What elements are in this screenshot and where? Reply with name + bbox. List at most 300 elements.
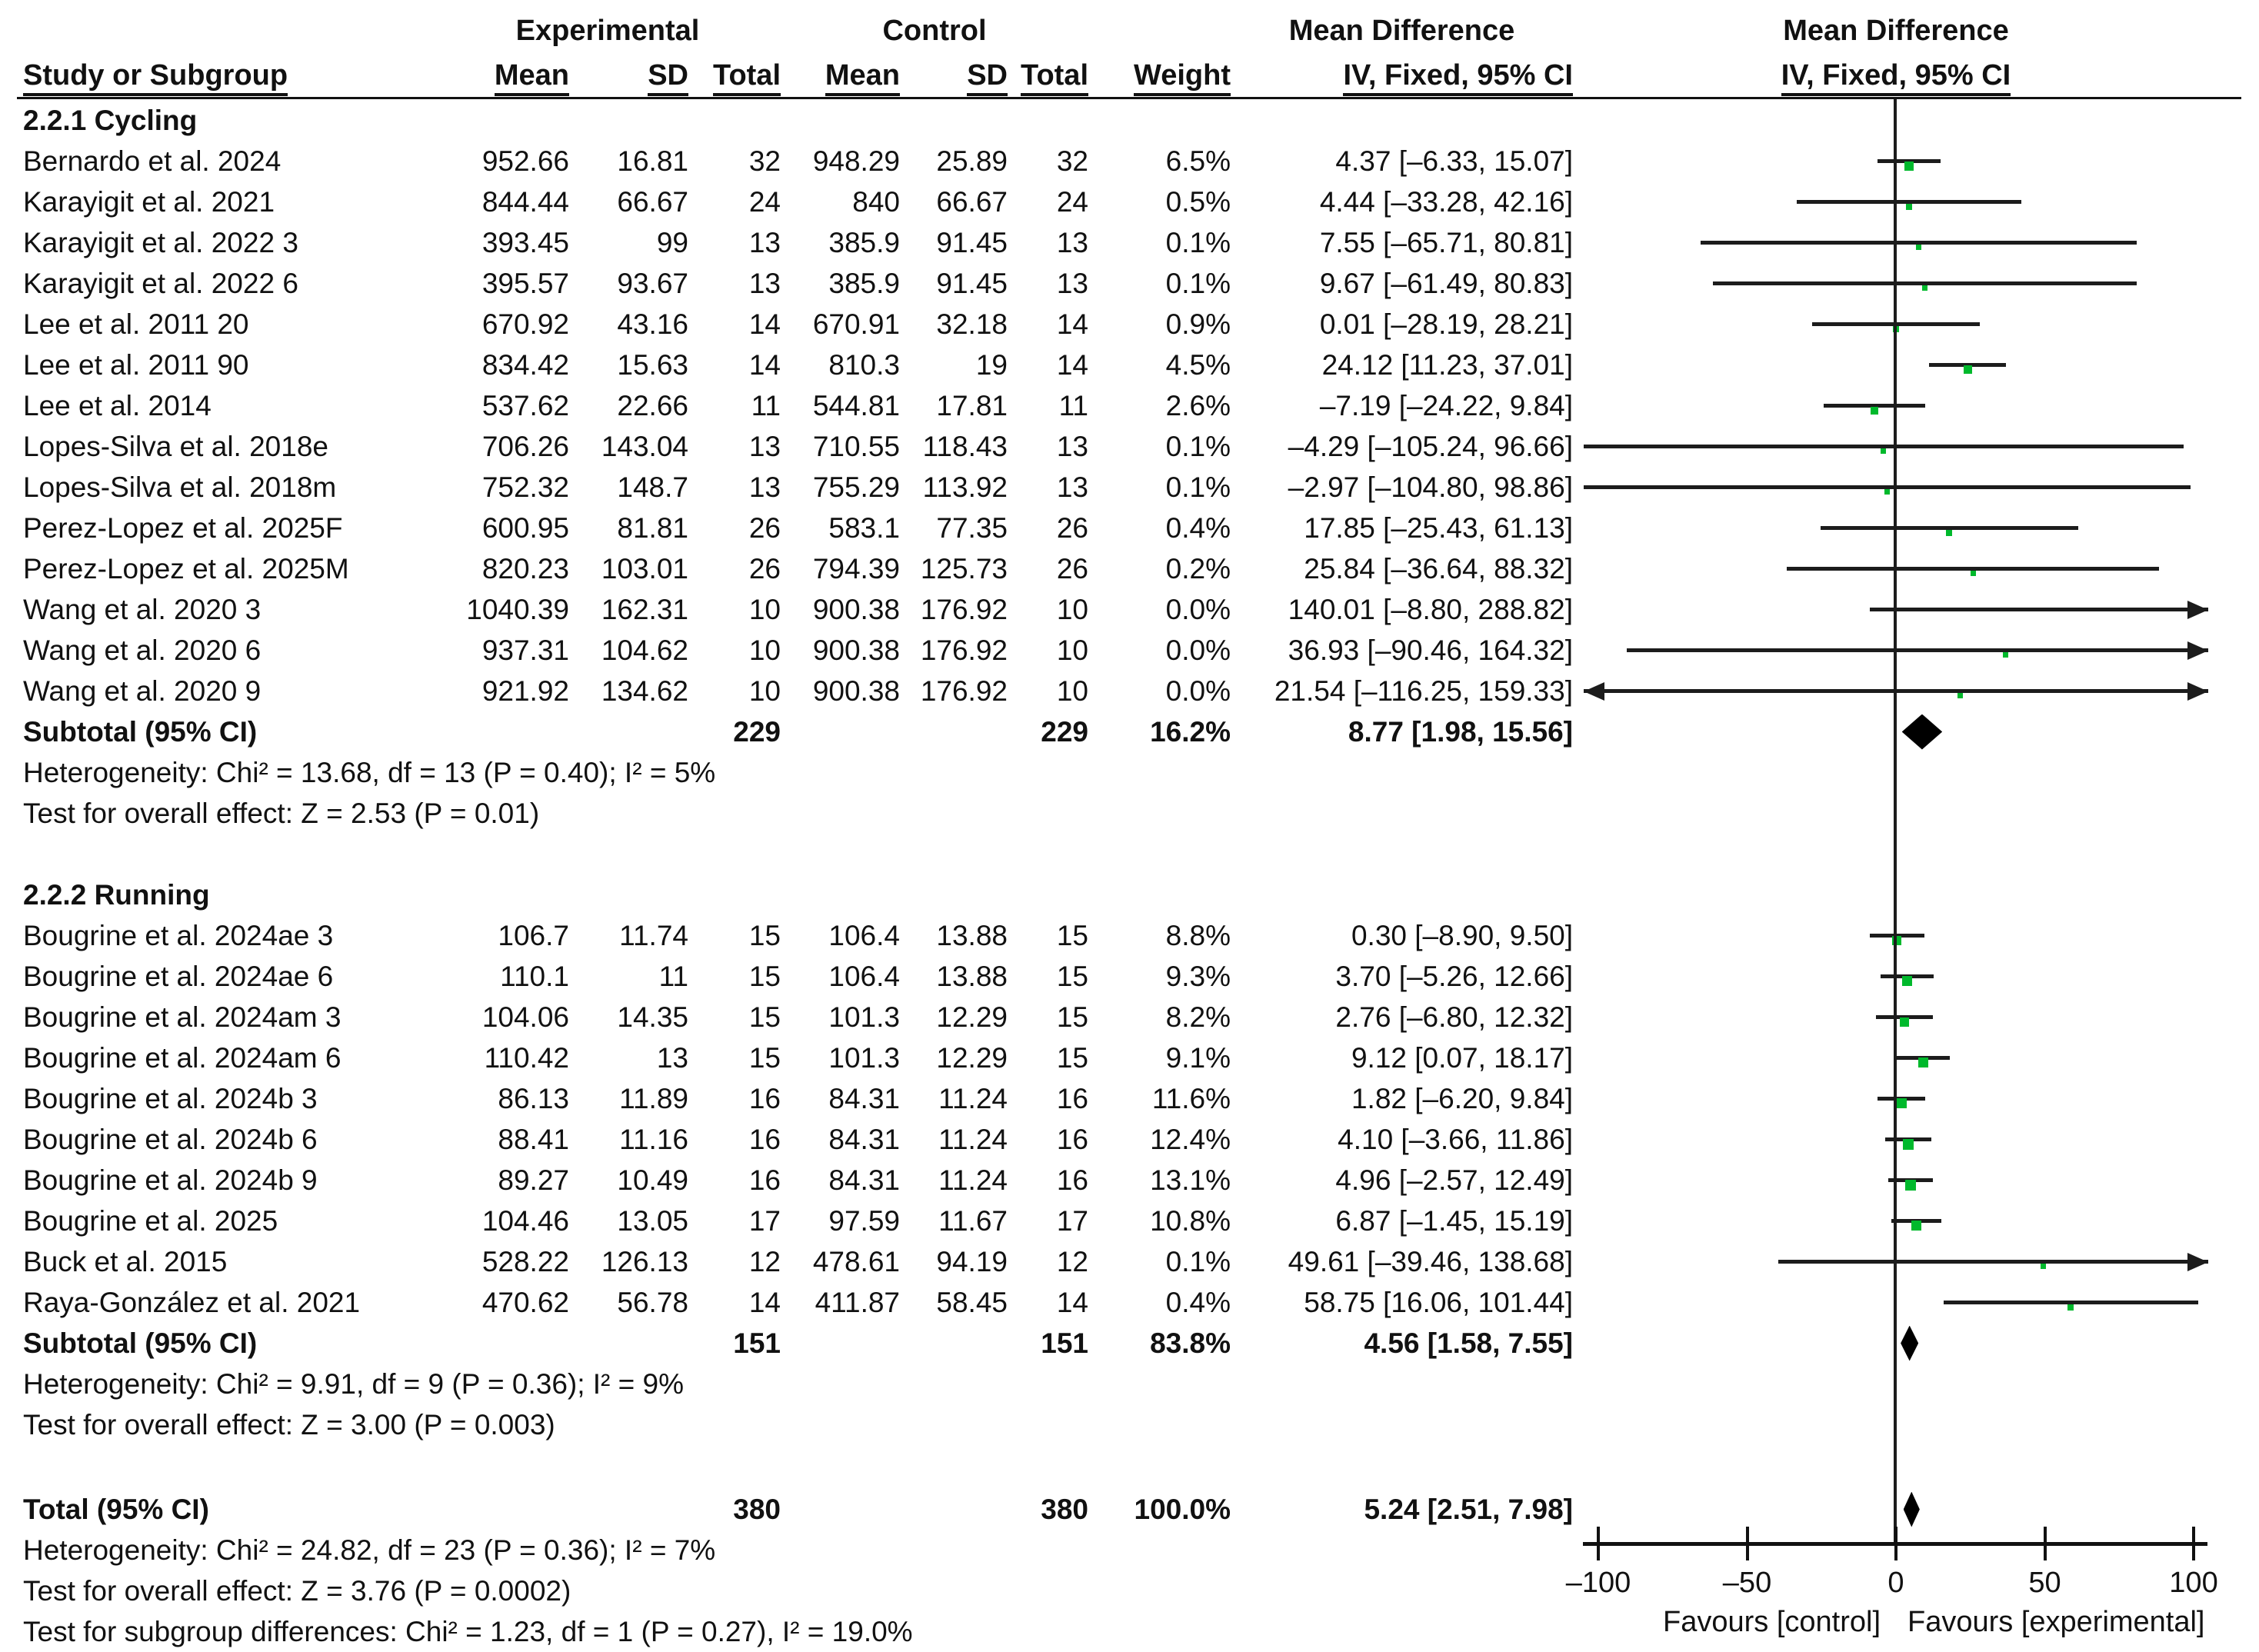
study-name: Buck et al. 2015	[23, 1245, 228, 1277]
ctl-mean: 900.38	[812, 634, 900, 666]
ci-plot-cell	[1573, 467, 2259, 508]
subgroup-header-row	[0, 100, 2259, 141]
ctl-total: 10	[1056, 634, 1088, 666]
study-name: Perez-Lopez et al. 2025F	[23, 511, 343, 544]
exp-mean: 104.46	[481, 1204, 569, 1237]
effect-marker	[1916, 245, 1921, 250]
exp-mean: 834.42	[481, 348, 569, 381]
study-row	[0, 385, 2259, 426]
ctl-total: 14	[1056, 348, 1088, 381]
exp-total: 15	[748, 960, 781, 992]
ci-plot-cell	[1573, 1119, 2259, 1160]
ctl-total-column-header: Total	[996, 55, 1088, 95]
exp-sd: 13	[656, 1041, 688, 1074]
exp-total: 16	[748, 1082, 781, 1114]
note-row	[0, 752, 2259, 793]
experimental-group-header: Experimental	[515, 15, 700, 47]
exp-total: 13	[748, 430, 781, 462]
ci-plot-cell	[1573, 711, 2259, 752]
header-rule	[17, 97, 2241, 99]
md-ci-text: 0.01 [–28.19, 28.21]	[1319, 308, 1573, 340]
axis-tick	[1597, 1527, 1600, 1560]
study-row	[0, 1282, 2259, 1323]
weight-value: 10.8%	[1150, 1204, 1231, 1237]
weight-value: 0.1%	[1165, 226, 1231, 258]
ci-plot-cell	[1573, 1078, 2259, 1119]
ctl-sd: 118.43	[922, 430, 1008, 462]
axis-tick-label: 50	[2028, 1567, 2061, 1599]
weight-value: 0.1%	[1165, 267, 1231, 299]
effect-marker	[1964, 365, 1972, 374]
ctl-mean: 106.4	[828, 919, 900, 951]
study-name: Bougrine et al. 2024ae 6	[23, 960, 334, 992]
ci-plot-cell	[1573, 1323, 2259, 1364]
exp-total: 32	[748, 145, 781, 177]
effect-marker	[2067, 1304, 2074, 1311]
study-name: Wang et al. 2020 3	[23, 593, 262, 625]
overall-effect-note: Test for overall effect: Z = 3.00 (P = 0.003)	[23, 1408, 555, 1441]
ctl-mean: 411.87	[815, 1286, 900, 1318]
exp-sd: 66.67	[617, 185, 688, 218]
exp-mean-column-header: Mean	[461, 55, 569, 95]
exp-total: 151	[733, 1327, 781, 1359]
ctl-mean: 900.38	[812, 593, 900, 625]
md-ci-text: 0.30 [–8.90, 9.50]	[1351, 919, 1573, 951]
exp-total: 14	[748, 1286, 781, 1318]
mean-difference-plot-header: Mean Difference	[1783, 15, 2009, 47]
weight-value: 0.4%	[1165, 511, 1231, 544]
favours-experimental-label: Favours [experimental]	[1907, 1606, 2205, 1638]
exp-total: 12	[748, 1245, 781, 1277]
study-row	[0, 997, 2259, 1037]
ctl-mean: 84.31	[828, 1123, 900, 1155]
weight-value: 0.1%	[1165, 430, 1231, 462]
ci-plot-cell	[1573, 1282, 2259, 1323]
effect-marker	[1903, 1139, 1914, 1150]
iv-plot-column-header: IV, Fixed, 95% CI	[1708, 55, 2084, 95]
ci-plot-cell	[1573, 997, 2259, 1037]
heterogeneity-note: Heterogeneity: Chi² = 9.91, df = 9 (P = 0.36); I² = 9%	[23, 1367, 685, 1400]
ctl-mean: 478.61	[812, 1245, 900, 1277]
effect-marker	[1902, 976, 1912, 986]
study-row	[0, 304, 2259, 345]
study-row	[0, 263, 2259, 304]
ci-plot-cell	[1573, 1201, 2259, 1241]
ctl-total: 151	[1041, 1327, 1088, 1359]
exp-total: 26	[748, 552, 781, 585]
ci-plot-cell	[1573, 1160, 2259, 1201]
ci-plot-cell	[1573, 426, 2259, 467]
weight-column-header: Weight	[1115, 55, 1231, 95]
exp-mean: 106.7	[498, 919, 569, 951]
md-ci-text: 4.56 [1.58, 7.55]	[1364, 1327, 1573, 1359]
md-ci-text: 49.61 [–39.46, 138.68]	[1288, 1245, 1573, 1277]
ctl-mean: 544.81	[812, 389, 900, 421]
exp-sd: 43.16	[617, 308, 688, 340]
ctl-mean: 755.29	[812, 471, 900, 503]
exp-total: 15	[748, 1041, 781, 1074]
study-row	[0, 467, 2259, 508]
ci-plot-cell	[1573, 263, 2259, 304]
exp-total: 26	[748, 511, 781, 544]
study-name: Wang et al. 2020 6	[23, 634, 262, 666]
ctl-total: 15	[1056, 1001, 1088, 1033]
effect-marker	[2041, 1264, 2046, 1269]
exp-total: 24	[748, 185, 781, 218]
ctl-sd: 11.24	[938, 1164, 1008, 1196]
note-row	[0, 1404, 2259, 1445]
ctl-mean: 583.1	[828, 511, 900, 544]
exp-total: 10	[748, 674, 781, 707]
ctl-mean: 84.31	[828, 1164, 900, 1196]
study-name: Bernardo et al. 2024	[23, 145, 282, 177]
study-row	[0, 426, 2259, 467]
axis-tick	[2044, 1527, 2047, 1560]
effect-marker	[2003, 652, 2008, 658]
study-name: Lee et al. 2011 20	[23, 308, 249, 340]
zero-line	[1894, 99, 1897, 1545]
spacer-row	[0, 834, 2259, 874]
weight-value: 0.1%	[1165, 471, 1231, 503]
study-row	[0, 630, 2259, 671]
exp-mean: 820.23	[481, 552, 569, 585]
ctl-total: 13	[1056, 267, 1088, 299]
ci-plot-cell	[1573, 548, 2259, 589]
pooled-diamond	[1901, 1326, 1918, 1361]
weight-value: 9.3%	[1165, 960, 1231, 992]
study-name: Bougrine et al. 2025	[23, 1204, 278, 1237]
note-row	[0, 1364, 2259, 1404]
ctl-total: 13	[1056, 430, 1088, 462]
study-row	[0, 1201, 2259, 1241]
exp-mean: 537.62	[481, 389, 569, 421]
md-ci-text: –7.19 [–24.22, 9.84]	[1319, 389, 1573, 421]
exp-total: 15	[748, 919, 781, 951]
exp-mean: 110.42	[484, 1041, 569, 1074]
exp-total: 14	[748, 308, 781, 340]
ci-plot-cell	[1573, 508, 2259, 548]
ctl-total: 26	[1056, 552, 1088, 585]
study-name: Lee et al. 2011 90	[23, 348, 249, 381]
effect-marker	[1918, 1057, 1928, 1067]
exp-total: 16	[748, 1164, 781, 1196]
study-name: Bougrine et al. 2024ae 3	[23, 919, 334, 951]
md-ci-text: 17.85 [–25.43, 61.13]	[1304, 511, 1573, 544]
exp-mean: 110.1	[500, 960, 569, 992]
control-group-header: Control	[882, 15, 987, 47]
weight-value: 0.0%	[1165, 634, 1231, 666]
ctl-sd: 176.92	[920, 593, 1008, 625]
heterogeneity-note: Heterogeneity: Chi² = 13.68, df = 13 (P = 0.40); I² = 5%	[23, 756, 716, 788]
exp-sd: 11	[658, 960, 688, 992]
md-ci-text: 9.67 [–61.49, 80.83]	[1319, 267, 1573, 299]
ci-plot-cell	[1573, 671, 2259, 711]
exp-mean: 89.27	[498, 1164, 569, 1196]
ctl-total: 15	[1056, 919, 1088, 951]
study-name: Bougrine et al. 2024am 6	[23, 1041, 342, 1074]
study-row	[0, 956, 2259, 997]
ctl-mean: 97.59	[828, 1204, 900, 1237]
ctl-mean: 385.9	[828, 226, 900, 258]
weight-value: 8.8%	[1165, 919, 1231, 951]
note-row	[0, 1530, 2259, 1570]
overall-effect-note: Test for overall effect: Z = 2.53 (P = 0.01)	[23, 797, 540, 829]
ctl-mean: 900.38	[812, 674, 900, 707]
mean-difference-text-header: Mean Difference	[1288, 15, 1515, 47]
ctl-total: 13	[1056, 226, 1088, 258]
ci-plot-cell	[1573, 1037, 2259, 1078]
exp-total: 17	[748, 1204, 781, 1237]
ctl-mean: 710.55	[812, 430, 900, 462]
exp-sd: 93.67	[617, 267, 688, 299]
ci-plot-cell	[1573, 915, 2259, 956]
study-name: Karayigit et al. 2022 6	[23, 267, 298, 299]
favours-control-label: Favours [control]	[1663, 1606, 1881, 1638]
md-ci-text: 8.77 [1.98, 15.56]	[1348, 715, 1573, 748]
exp-mean: 104.06	[481, 1001, 569, 1033]
md-ci-text: 9.12 [0.07, 18.17]	[1351, 1041, 1573, 1074]
study-row	[0, 1160, 2259, 1201]
study-row	[0, 589, 2259, 630]
md-ci-text: 6.87 [–1.45, 15.19]	[1335, 1204, 1573, 1237]
iv-text-column-header: IV, Fixed, 95% CI	[1308, 55, 1573, 95]
exp-total-column-header: Total	[688, 55, 781, 95]
ctl-sd: 32.18	[936, 308, 1008, 340]
weight-value: 9.1%	[1165, 1041, 1231, 1074]
md-ci-text: 5.24 [2.51, 7.98]	[1364, 1493, 1573, 1525]
exp-sd: 22.66	[617, 389, 688, 421]
ci-plot-cell	[1573, 956, 2259, 997]
ctl-sd: 113.92	[922, 471, 1008, 503]
total-row	[0, 1489, 2259, 1530]
weight-value: 12.4%	[1150, 1123, 1231, 1155]
effect-marker	[1971, 571, 1976, 576]
study-name: Wang et al. 2020 9	[23, 674, 262, 707]
md-ci-text: 4.44 [–33.28, 42.16]	[1319, 185, 1573, 218]
md-ci-text: 3.70 [–5.26, 12.66]	[1335, 960, 1573, 992]
ctl-total: 380	[1041, 1493, 1088, 1525]
pooled-diamond	[1902, 714, 1943, 750]
ctl-mean: 106.4	[828, 960, 900, 992]
exp-mean: 937.31	[481, 634, 569, 666]
ctl-total: 13	[1056, 471, 1088, 503]
subtotal-row	[0, 1323, 2259, 1364]
ci-plot-cell	[1573, 182, 2259, 222]
effect-marker	[1904, 162, 1914, 171]
effect-marker	[1957, 693, 1963, 698]
exp-sd: 11.16	[619, 1123, 688, 1155]
ci-plot-cell	[1573, 222, 2259, 263]
axis-tick-label: –100	[1565, 1567, 1631, 1599]
ctl-total: 10	[1056, 674, 1088, 707]
ctl-sd: 17.81	[936, 389, 1008, 421]
ctl-total: 17	[1056, 1204, 1088, 1237]
weight-value: 8.2%	[1165, 1001, 1231, 1033]
weight-value: 0.2%	[1165, 552, 1231, 585]
study-row	[0, 1119, 2259, 1160]
study-name: Karayigit et al. 2022 3	[23, 226, 298, 258]
ci-plot-cell	[1573, 141, 2259, 182]
study-name: Raya-González et al. 2021	[23, 1286, 361, 1318]
weight-value: 83.8%	[1150, 1327, 1231, 1359]
ctl-sd: 12.29	[936, 1041, 1008, 1074]
ctl-sd: 11.24	[938, 1082, 1008, 1114]
exp-mean: 528.22	[481, 1245, 569, 1277]
ctl-total: 10	[1056, 593, 1088, 625]
ctl-total: 15	[1056, 1041, 1088, 1074]
ctl-total: 229	[1041, 715, 1088, 748]
ctl-sd: 94.19	[936, 1245, 1008, 1277]
exp-sd: 162.31	[601, 593, 688, 625]
effect-marker	[1897, 1098, 1907, 1108]
subgroup-header-row	[0, 874, 2259, 915]
ctl-total: 16	[1056, 1164, 1088, 1196]
weight-value: 0.1%	[1165, 1245, 1231, 1277]
ci-plot-cell	[1573, 304, 2259, 345]
ctl-sd: 176.92	[920, 674, 1008, 707]
md-ci-text: 36.93 [–90.46, 164.32]	[1288, 634, 1573, 666]
study-name: Karayigit et al. 2021	[23, 185, 275, 218]
pooled-diamond	[1904, 1492, 1920, 1527]
effect-marker	[1906, 204, 1912, 210]
ctl-mean: 84.31	[828, 1082, 900, 1114]
ci-arrow-left-icon	[1584, 682, 1604, 701]
ctl-total: 12	[1056, 1245, 1088, 1277]
md-ci-text: 58.75 [16.06, 101.44]	[1304, 1286, 1573, 1318]
effect-marker	[1922, 285, 1927, 291]
ctl-sd: 13.88	[936, 919, 1008, 951]
study-row	[0, 508, 2259, 548]
exp-mean: 706.26	[481, 430, 569, 462]
exp-total: 229	[733, 715, 781, 748]
exp-mean: 88.41	[498, 1123, 569, 1155]
md-ci-text: 4.37 [–6.33, 15.07]	[1335, 145, 1573, 177]
md-ci-text: 24.12 [11.23, 37.01]	[1321, 348, 1573, 381]
ctl-sd: 91.45	[936, 267, 1008, 299]
ci-plot-cell	[1573, 630, 2259, 671]
md-ci-text: 25.84 [–36.64, 88.32]	[1304, 552, 1573, 585]
exp-sd: 99	[656, 226, 688, 258]
exp-mean: 752.32	[481, 471, 569, 503]
exp-sd: 11.89	[619, 1082, 688, 1114]
study-row	[0, 915, 2259, 956]
effect-marker	[1881, 448, 1886, 454]
ctl-mean: 840	[852, 185, 900, 218]
weight-value: 100.0%	[1134, 1493, 1231, 1525]
ci-plot-cell	[1573, 589, 2259, 630]
weight-value: 6.5%	[1165, 145, 1231, 177]
study-name: Bougrine et al. 2024b 9	[23, 1164, 318, 1196]
ctl-sd: 12.29	[936, 1001, 1008, 1033]
md-ci-text: 2.76 [–6.80, 12.32]	[1335, 1001, 1573, 1033]
ctl-mean-column-header: Mean	[792, 55, 900, 95]
study-name: Bougrine et al. 2024b 3	[23, 1082, 318, 1114]
exp-sd: 103.01	[601, 552, 688, 585]
weight-value: 0.5%	[1165, 185, 1231, 218]
exp-total: 13	[748, 226, 781, 258]
ctl-mean: 948.29	[812, 145, 900, 177]
exp-total: 16	[748, 1123, 781, 1155]
weight-value: 0.0%	[1165, 593, 1231, 625]
exp-mean: 600.95	[481, 511, 569, 544]
ctl-sd: 19	[975, 348, 1008, 381]
weight-value: 0.0%	[1165, 674, 1231, 707]
study-row	[0, 1078, 2259, 1119]
exp-total: 11	[751, 389, 781, 421]
study-row	[0, 548, 2259, 589]
ci-arrow-right-icon	[2187, 1253, 2208, 1271]
exp-total: 380	[733, 1493, 781, 1525]
axis-tick	[1894, 1527, 1897, 1560]
effect-marker	[1946, 530, 1952, 536]
study-row	[0, 141, 2259, 182]
ctl-sd: 125.73	[920, 552, 1008, 585]
axis-tick-label: –50	[1722, 1567, 1772, 1599]
md-ci-text: 4.96 [–2.57, 12.49]	[1335, 1164, 1573, 1196]
exp-total: 15	[748, 1001, 781, 1033]
study-row	[0, 1241, 2259, 1282]
ci-line	[1778, 1260, 2208, 1264]
ci-arrow-right-icon	[2187, 601, 2208, 619]
ctl-total: 14	[1056, 1286, 1088, 1318]
exp-mean: 844.44	[481, 185, 569, 218]
note-row	[0, 793, 2259, 834]
study-row	[0, 222, 2259, 263]
study-row	[0, 671, 2259, 711]
study-column-header: Study or Subgroup	[23, 55, 288, 95]
exp-sd: 104.62	[601, 634, 688, 666]
ctl-sd: 13.88	[936, 960, 1008, 992]
study-name: Perez-Lopez et al. 2025M	[23, 552, 349, 585]
ctl-sd: 58.45	[936, 1286, 1008, 1318]
ctl-sd-column-header: SD	[931, 55, 1008, 95]
axis-tick	[2192, 1527, 2195, 1560]
subtotal-row	[0, 711, 2259, 752]
exp-mean: 1040.39	[466, 593, 569, 625]
exp-sd: 148.7	[617, 471, 688, 503]
md-ci-text: –2.97 [–104.80, 98.86]	[1288, 471, 1573, 503]
ci-plot-cell	[1573, 1241, 2259, 1282]
ctl-sd: 91.45	[936, 226, 1008, 258]
effect-marker	[1884, 489, 1890, 495]
subgroup-differences-note: Test for subgroup differences: Chi² = 1.23, df = 1 (P = 0.27), I² = 19.0%	[23, 1615, 913, 1647]
exp-sd: 10.49	[617, 1164, 688, 1196]
exp-mean: 952.66	[481, 145, 569, 177]
ctl-mean: 794.39	[812, 552, 900, 585]
study-row	[0, 1037, 2259, 1078]
study-row	[0, 182, 2259, 222]
exp-sd: 15.63	[617, 348, 688, 381]
md-ci-text: 4.10 [–3.66, 11.86]	[1338, 1123, 1573, 1155]
study-name: Lopes-Silva et al. 2018e	[23, 430, 328, 462]
exp-mean: 670.92	[481, 308, 569, 340]
exp-sd: 134.62	[601, 674, 688, 707]
ctl-total: 15	[1056, 960, 1088, 992]
ctl-sd: 25.89	[936, 145, 1008, 177]
md-ci-text: 7.55 [–65.71, 80.81]	[1319, 226, 1573, 258]
exp-sd: 81.81	[617, 511, 688, 544]
exp-sd: 13.05	[617, 1204, 688, 1237]
study-name: Bougrine et al. 2024am 3	[23, 1001, 342, 1033]
weight-value: 4.5%	[1165, 348, 1231, 381]
heterogeneity-note: Heterogeneity: Chi² = 24.82, df = 23 (P = 0.36); I² = 7%	[23, 1534, 716, 1566]
weight-value: 2.6%	[1165, 389, 1231, 421]
exp-sd: 16.81	[617, 145, 688, 177]
effect-marker	[1911, 1221, 1921, 1231]
exp-mean: 470.62	[481, 1286, 569, 1318]
exp-total: 10	[748, 634, 781, 666]
ci-line	[1627, 648, 2208, 652]
